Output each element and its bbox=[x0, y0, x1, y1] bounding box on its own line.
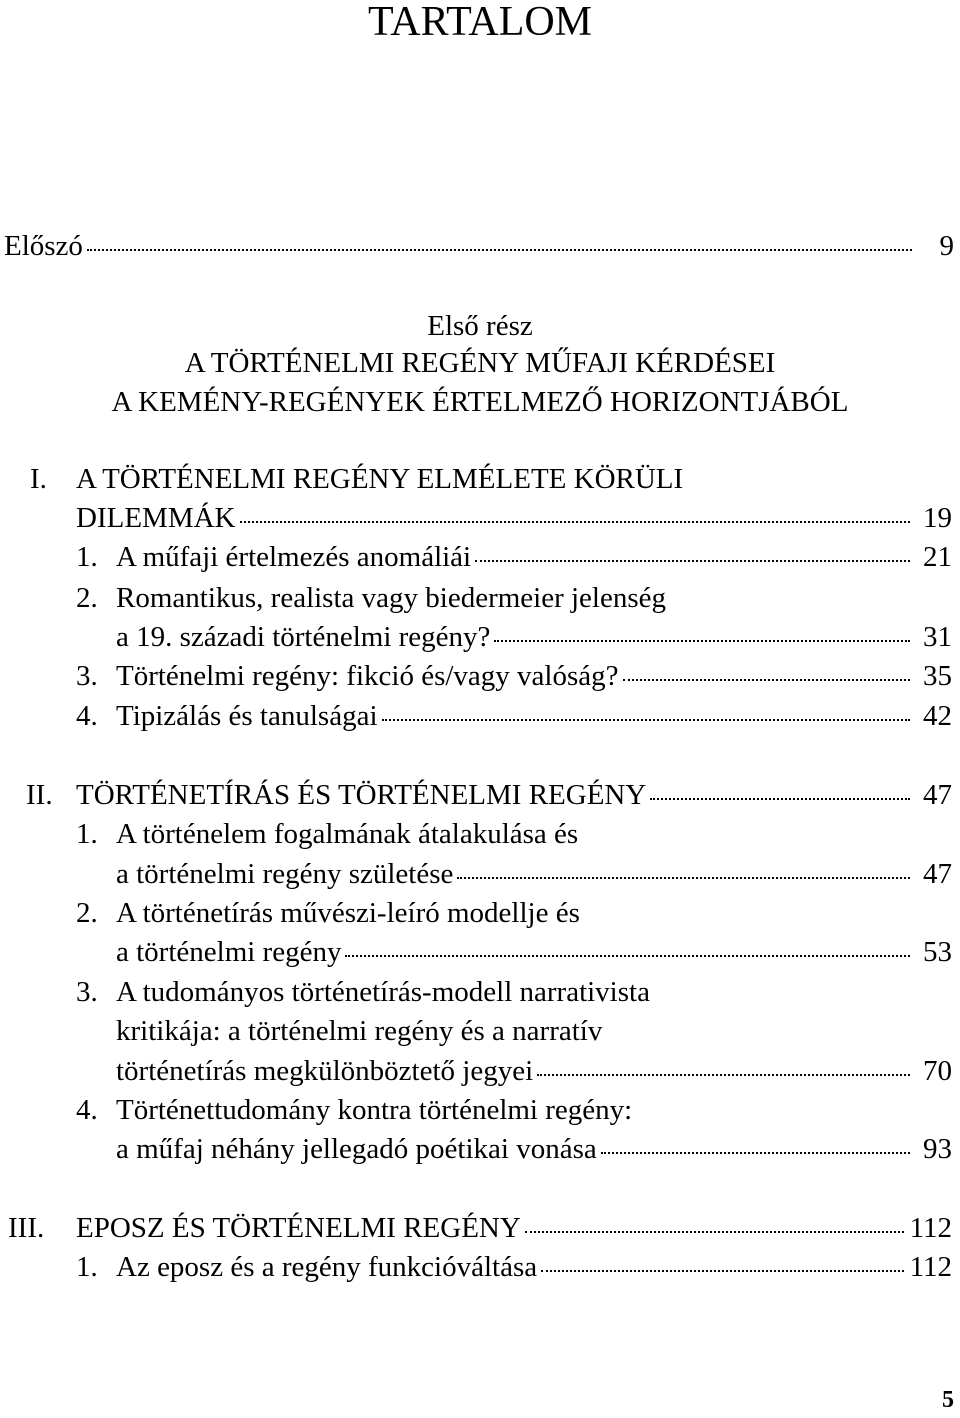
entry-label: DILEMMÁK bbox=[76, 502, 236, 534]
entry-label: Az eposz és a regény funkcióváltása bbox=[116, 1251, 538, 1283]
section-number: 3. bbox=[76, 660, 98, 692]
toc-entry-section[interactable] bbox=[116, 696, 952, 736]
section-title-line: kritikája: a történelmi regény és a narratív bbox=[116, 1015, 603, 1047]
section-number: 1. bbox=[76, 541, 98, 573]
section-title-line: A történetírás művészi-leíró modellje és bbox=[116, 897, 580, 929]
section-number: 4. bbox=[76, 700, 98, 732]
entry-label: Történelmi regény: fikció és/vagy valóság? bbox=[116, 660, 619, 692]
toc-entry-chapter-3[interactable] bbox=[76, 1208, 952, 1248]
entry-page: 112 bbox=[909, 1212, 952, 1244]
entry-page: 19 bbox=[923, 502, 952, 534]
toc-entry-foreword[interactable] bbox=[4, 226, 954, 266]
chapter-numeral: II. bbox=[26, 779, 53, 811]
entry-page: 53 bbox=[923, 936, 952, 968]
dot-leader bbox=[494, 639, 910, 642]
dot-leader bbox=[623, 678, 911, 681]
entry-label: Tipizálás és tanulságai bbox=[116, 700, 378, 732]
toc-entry-section[interactable] bbox=[116, 1129, 952, 1169]
entry-label: a 19. századi történelmi regény? bbox=[116, 621, 491, 653]
chapter-numeral: III. bbox=[8, 1212, 45, 1244]
toc-entry-section[interactable] bbox=[116, 854, 952, 894]
page-number: 5 bbox=[942, 1387, 954, 1413]
section-number: 1. bbox=[76, 1251, 98, 1283]
dot-leader bbox=[525, 1230, 904, 1233]
toc-entry-chapter-2[interactable] bbox=[76, 775, 952, 815]
entry-label: TÖRTÉNETÍRÁS ÉS TÖRTÉNELMI REGÉNY bbox=[76, 779, 647, 811]
chapter-numeral: I. bbox=[30, 463, 47, 495]
entry-label: a történelmi regény bbox=[116, 936, 342, 968]
dot-leader bbox=[382, 718, 911, 721]
section-number: 4. bbox=[76, 1094, 98, 1126]
dot-leader bbox=[345, 954, 910, 957]
entry-page: 70 bbox=[923, 1055, 952, 1087]
section-number: 3. bbox=[76, 976, 98, 1008]
toc-entry-chapter-1[interactable] bbox=[76, 498, 952, 538]
dot-leader bbox=[475, 559, 910, 562]
toc-entry-section[interactable] bbox=[116, 1247, 952, 1287]
entry-page: 47 bbox=[923, 858, 952, 890]
entry-label: történetírás megkülönböztető jegyei bbox=[116, 1055, 534, 1087]
section-number: 2. bbox=[76, 897, 98, 929]
entry-label: EPOSZ ÉS TÖRTÉNELMI REGÉNY bbox=[76, 1212, 521, 1244]
toc-entry-section[interactable] bbox=[116, 537, 952, 577]
entry-page: 31 bbox=[923, 621, 952, 653]
entry-label: a műfaj néhány jellegadó poétikai vonása bbox=[116, 1133, 597, 1165]
entry-page: 112 bbox=[909, 1251, 952, 1283]
section-title-line: Romantikus, realista vagy biedermeier jelenség bbox=[116, 582, 667, 614]
dot-leader bbox=[87, 248, 912, 251]
entry-label: Előszó bbox=[4, 230, 83, 262]
dot-leader bbox=[541, 1269, 903, 1272]
section-title-line: A tudományos történetírás-modell narrativista bbox=[116, 976, 650, 1008]
dot-leader bbox=[601, 1151, 910, 1154]
part-title-line2: A KEMÉNY-REGÉNYEK ÉRTELMEZŐ HORIZONTJÁBÓL bbox=[111, 386, 849, 418]
dot-leader bbox=[537, 1073, 910, 1076]
section-number: 2. bbox=[76, 582, 98, 614]
toc-entry-section[interactable] bbox=[116, 1051, 952, 1091]
entry-page: 35 bbox=[923, 660, 952, 692]
part-label: Első rész bbox=[427, 310, 533, 342]
chapter-title-line: A TÖRTÉNELMI REGÉNY ELMÉLETE KÖRÜLI bbox=[76, 463, 684, 495]
dot-leader bbox=[650, 797, 910, 800]
section-title-line: A történelem fogalmának átalakulása és bbox=[116, 818, 579, 850]
page-title: TARTALOM bbox=[367, 0, 593, 45]
entry-page: 9 bbox=[939, 230, 954, 262]
dot-leader bbox=[240, 520, 911, 523]
entry-page: 42 bbox=[923, 700, 952, 732]
dot-leader bbox=[457, 876, 910, 879]
part-title-line1: A TÖRTÉNELMI REGÉNY MŰFAJI KÉRDÉSEI bbox=[184, 347, 776, 379]
entry-label: A műfaji értelmezés anomáliái bbox=[116, 541, 472, 573]
section-title-line: Történettudomány kontra történelmi regény: bbox=[116, 1094, 633, 1126]
section-number: 1. bbox=[76, 818, 98, 850]
toc-entry-section[interactable] bbox=[116, 656, 952, 696]
entry-page: 93 bbox=[923, 1133, 952, 1165]
entry-label: a történelmi regény születése bbox=[116, 858, 454, 890]
toc-entry-section[interactable] bbox=[116, 932, 952, 972]
entry-page: 47 bbox=[923, 779, 952, 811]
entry-page: 21 bbox=[923, 541, 952, 573]
toc-entry-section[interactable] bbox=[116, 617, 952, 657]
